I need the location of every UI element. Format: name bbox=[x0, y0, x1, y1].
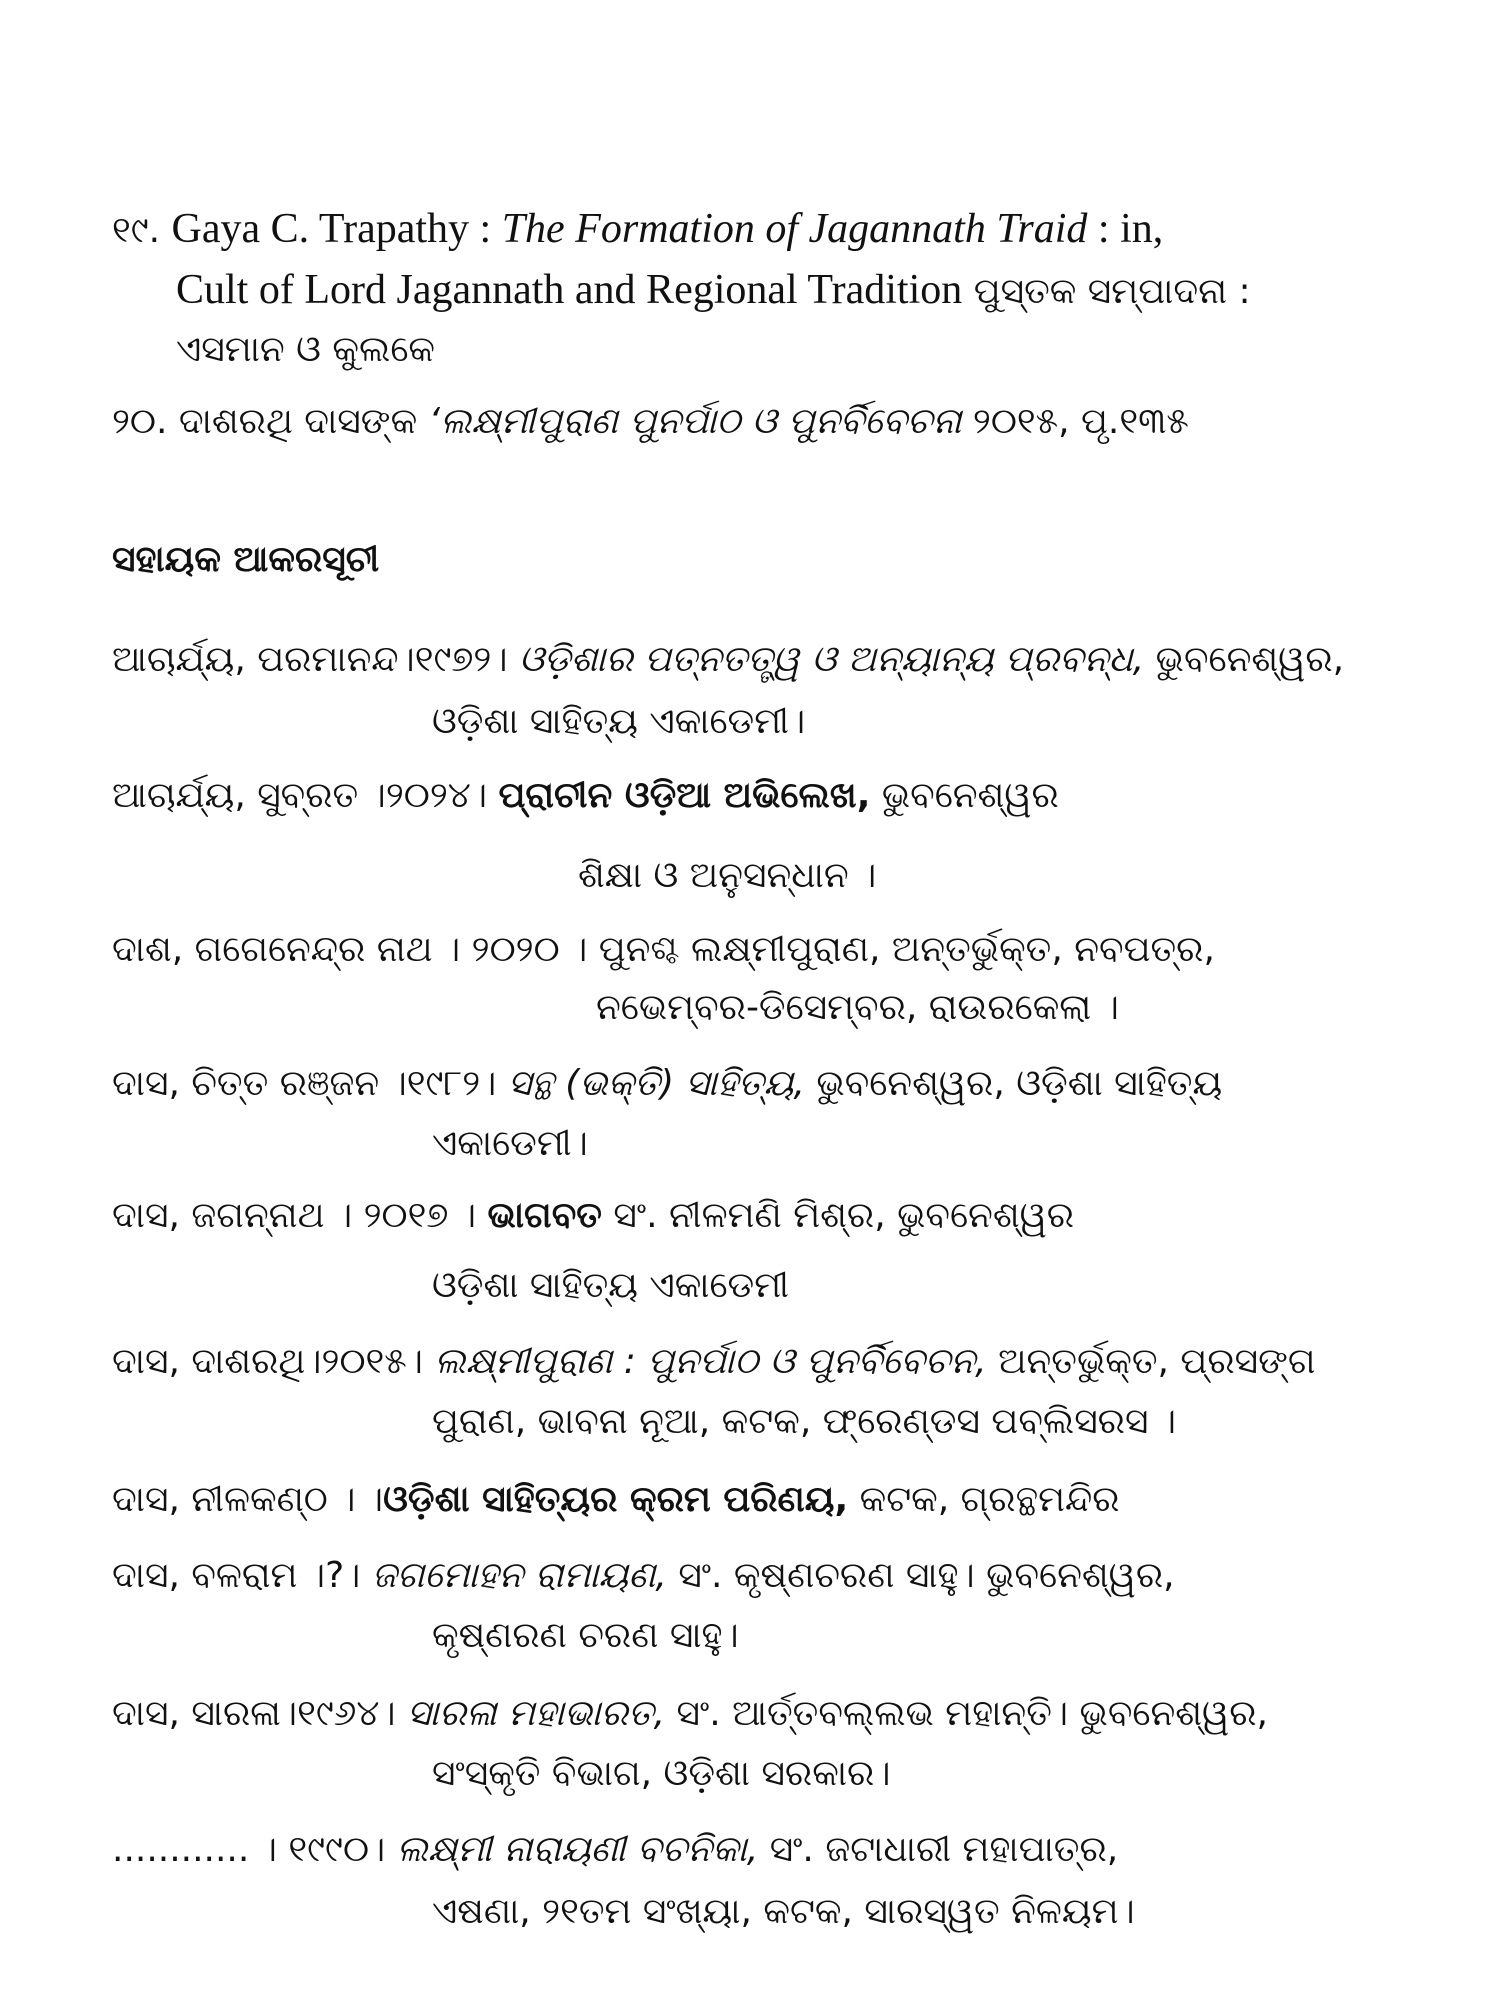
bib-entry-3 bbox=[112, 926, 1215, 974]
bib-entry-5-author: ଦାସ, ଜଗନ୍ନାଥ । ୨୦୧୭ । bbox=[112, 1195, 488, 1236]
bib-entry-10-author: ............ । ୧୯୯୦। bbox=[112, 1829, 397, 1870]
bib-entry-6-title: ଲକ୍ଷ୍ମୀପୁରାଣ : ପୁନର୍ପାଠ ଓ ପୁନର୍ବିବେଚନ, bbox=[434, 1341, 987, 1382]
footnote-19-line-1 bbox=[112, 205, 1163, 255]
bib-entry-7 bbox=[112, 1476, 1120, 1524]
bib-entry-3-source: ପୁନଶ୍ଚ ଲକ୍ଷ୍ମୀପୁରାଣ, ଅନ୍ତର୍ଭୁକ୍ତ, ନବପତ୍ର, bbox=[598, 929, 1215, 970]
footnote-19-editors: ଏସମାନ ଓ କୁଲକେ bbox=[176, 329, 435, 370]
footnote-19-tail: : in, bbox=[1087, 206, 1164, 252]
bib-entry-10-cont: ଏଷଣା, ୨୧ତମ ସଂଖ୍ୟା, କଟକ, ସାରସ୍ୱତ ନିଳୟମ। bbox=[432, 1891, 1135, 1932]
footnote-20-title: ‘ଲକ୍ଷ୍ମୀପୁରାଣ ପୁନର୍ପାଠ ଓ ପୁନର୍ବିବେଚନା bbox=[428, 401, 962, 442]
bib-entry-9-cont: ସଂସ୍କୃତି ବିଭାଗ, ଓଡ଼ିଶା ସରକାର। bbox=[432, 1753, 891, 1794]
bib-entry-8-author: ଦାସ, ବଳରାମ ।?। bbox=[112, 1555, 372, 1596]
bib-entry-6-author: ଦାସ, ଦାଶରଥି।୨୦୧୫। bbox=[112, 1341, 435, 1382]
bib-entry-7-author: ଦାସ, ନୀଳକଣ୍ଠ । । bbox=[112, 1479, 384, 1520]
footnote-19-line-2 bbox=[176, 266, 1251, 316]
footnote-19-book: Cult of Lord Jagannath and Regional Tradition bbox=[176, 267, 963, 313]
bib-entry-2-author: ଆଚାର୍ଯ୍ୟ, ସୁବ୍ରତ ।୨୦୨୪। bbox=[112, 775, 499, 816]
bib-entry-1-publisher: ଭୁବନେଶ୍ୱର, bbox=[1144, 639, 1345, 680]
bib-entry-6 bbox=[112, 1338, 1316, 1386]
bib-entry-9-editor: ସଂ. ଆର୍ତ୍ତବଲ୍ଲଭ ମହାନ୍ତି। ଭୁବନେଶ୍ୱର, bbox=[665, 1693, 1268, 1734]
bib-entry-1-cont: ଓଡ଼ିଶା ସାହିତ୍ୟ ଏକାଡେମୀ। bbox=[432, 701, 806, 742]
bib-entry-4-author: ଦାସ, ଚିତ୍ତ ରଞ୍ଜନ ।୧୯୮୨। bbox=[112, 1063, 508, 1104]
bib-entry-4-cont: ଏକାଡେମୀ। bbox=[432, 1123, 588, 1164]
footnote-20-lead: ଦାଶରଥି ଦାସଙ୍କ bbox=[178, 401, 429, 442]
bib-entry-9-title: ସାରଳା ମହାଭାରତ, bbox=[407, 1693, 666, 1734]
bib-entry-4 bbox=[112, 1060, 1222, 1108]
footnote-20-tail: ୨୦୧୫, ପୃ.୧୩୫ bbox=[961, 401, 1189, 442]
bib-entry-2 bbox=[112, 772, 1059, 820]
bib-entry-5 bbox=[112, 1192, 1074, 1240]
bib-entry-3-cont: ନଭେମ୍ବର-ଡିସେମ୍ବର, ରାଉରକେଲା । bbox=[596, 987, 1119, 1028]
bib-entry-5-title: ଭାଗବତ bbox=[487, 1195, 602, 1236]
footnote-20 bbox=[112, 398, 1189, 446]
bib-entry-8-editor: ସଂ. କୃଷ୍ଣଚରଣ ସାହୁ। ଭୁବନେଶ୍ୱର, bbox=[666, 1555, 1175, 1596]
bib-entry-9 bbox=[112, 1690, 1268, 1738]
bib-entry-5-editor: ସଂ. ନୀଳମଣି ମିଶ୍ର, ଭୁବନେଶ୍ୱର bbox=[601, 1195, 1075, 1236]
footnote-19-number: ୧୯. bbox=[112, 210, 161, 251]
bib-entry-6-source: ଅନ୍ତର୍ଭୁକ୍ତ, ପ୍ରସଙ୍ଗ bbox=[986, 1341, 1316, 1382]
bib-entry-3-author: ଦାଶ, ଗଗେନେନ୍ଦ୍ର ନାଥ । ୨୦୨୦ । bbox=[112, 929, 599, 970]
bib-entry-1-title: ଓଡ଼ିଶାର ପତ୍ନତତ୍ତ୍ୱ ଓ ଅନ୍ୟାନ୍ୟ ପ୍ରବନ୍ଧ, bbox=[518, 639, 1145, 680]
bib-entry-5-cont: ଓଡ଼ିଶା ସାହିତ୍ୟ ଏକାଡେମୀ bbox=[432, 1265, 790, 1306]
bib-entry-9-author: ଦାସ, ସାରଳା।୧୯୬୪। bbox=[112, 1693, 408, 1734]
bib-entry-7-publisher: କଟକ, ଗ୍ରନ୍ଥମନ୍ଦିର bbox=[848, 1479, 1120, 1520]
bib-entry-7-title: ଓଡ଼ିଶା ସାହିତ୍ୟର କ୍ରମ ପରିଣୟ, bbox=[383, 1479, 849, 1520]
bib-entry-2-title: ପ୍ରାଚୀନ ଓଡ଼ିଆ ଅଭିଲେଖ, bbox=[498, 775, 871, 816]
bibliography-heading: ସହାୟକ ଆକରସୂଚୀ bbox=[112, 539, 380, 580]
bib-entry-2-publisher: ଭୁବନେଶ୍ୱର bbox=[870, 775, 1059, 816]
bib-entry-6-cont: ପୁରାଣ, ଭାବନା ନୂଆ, କଟକ, ଫ୍ରେଣ୍ଡସ ପବ୍ଲିସରସ । bbox=[432, 1401, 1177, 1442]
bib-entry-4-title: ସନ୍ଥ (ଭକ୍ତି) ସାହିତ୍ୟ, bbox=[507, 1063, 805, 1104]
bib-entry-1-author: ଆଚାର୍ଯ୍ୟ, ପରମାନନ୍ଦ।୧୯୭୨। bbox=[112, 639, 519, 680]
bib-entry-10 bbox=[112, 1826, 1118, 1874]
bib-entry-10-editor: ସଂ. ଜଟାଧାରୀ ମହାପାତ୍ର, bbox=[758, 1829, 1119, 1870]
bib-entry-1 bbox=[112, 636, 1344, 684]
footnote-19-author: Gaya C. Trapathy : bbox=[171, 206, 502, 252]
footnote-19-title: The Formation of Jagannath Traid bbox=[501, 206, 1088, 252]
bib-entry-8 bbox=[112, 1552, 1175, 1600]
footnote-20-number: ୨୦. bbox=[112, 401, 168, 442]
footnote-19-line-3 bbox=[176, 326, 435, 374]
bib-entry-10-title: ଲକ୍ଷ୍ମୀ ନାରାୟଣୀ ବଚନିକା, bbox=[396, 1829, 759, 1870]
bib-entry-4-publisher: ଭୁବନେଶ୍ୱର, ଓଡ଼ିଶା ସାହିତ୍ୟ bbox=[804, 1063, 1223, 1104]
bib-entry-8-title: ଜଗମୋହନ ରାମାୟଣ, bbox=[371, 1555, 667, 1596]
footnote-19-editor-label: ପୁସ୍ତକ ସମ୍ପାଦନା : bbox=[962, 271, 1251, 312]
bib-entry-2-cont: ଶିକ୍ଷା ଓ ଅନୁସନ୍ଧାନ । bbox=[578, 855, 877, 896]
bib-entry-8-cont: କୃଷ୍ଣରଣ ଚରଣ ସାହୁ। bbox=[432, 1615, 739, 1656]
